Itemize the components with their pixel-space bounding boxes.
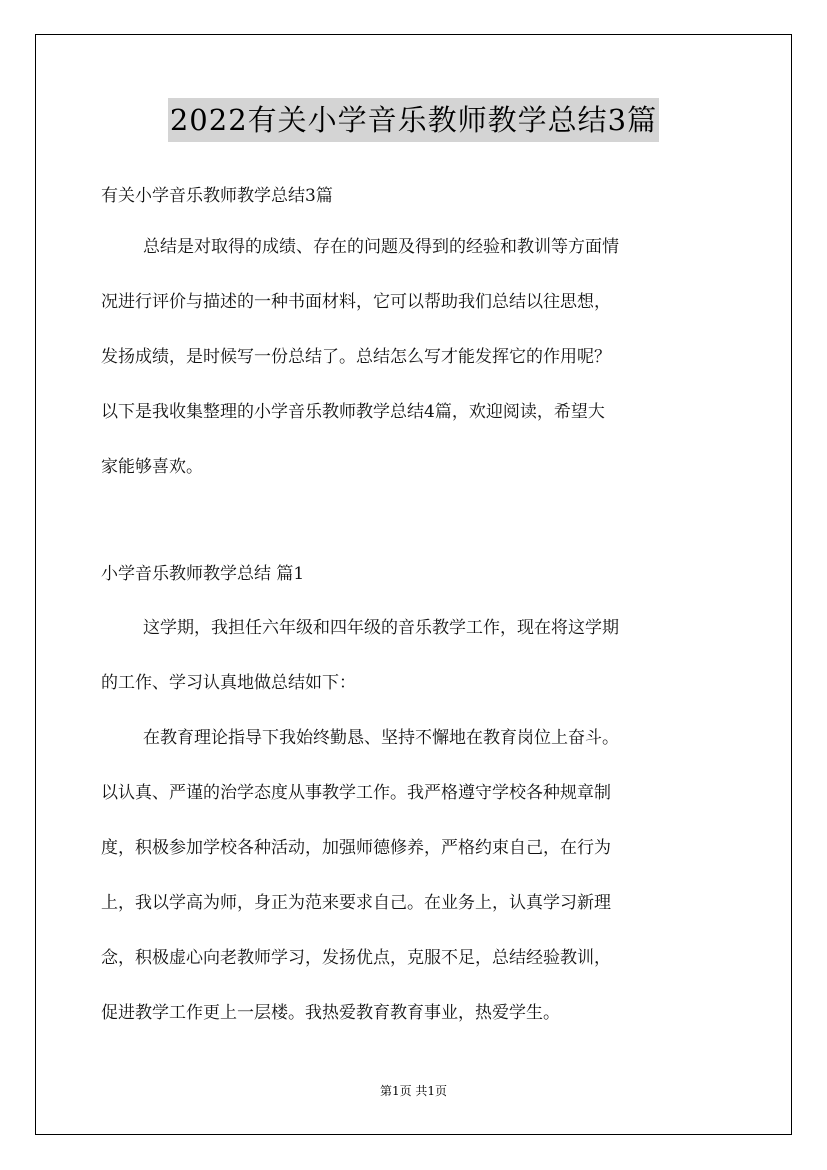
intro-line-2: 况进行评价与描述的一种书面材料，它可以帮助我们总结以往思想，: [101, 292, 611, 312]
para1-line-1: 这学期，我担任六年级和四年级的音乐教学工作，现在将这学期: [143, 618, 619, 638]
para2-line-3: 度，积极参加学校各种活动，加强师德修养，严格约束自己，在行为: [101, 838, 611, 858]
para2-line-4: 上，我以学高为师，身正为范来要求自己。在业务上，认真学习新理: [101, 893, 611, 913]
intro-line-5: 家能够喜欢。: [101, 457, 203, 477]
para2-line-5: 念，积极虚心向老教师学习，发扬优点，克服不足，总结经验教训，: [101, 948, 611, 968]
page-footer: 第1页 共1页: [379, 1084, 448, 1098]
para2-line-6: 促进教学工作更上一层楼。我热爱教育教育事业，热爱学生。: [101, 1003, 560, 1023]
intro-line-3: 发扬成绩，是时候写一份总结了。总结怎么写才能发挥它的作用呢？: [101, 347, 611, 367]
document-title: 2022有关小学音乐教师教学总结3篇: [168, 98, 659, 142]
para2-line-1: 在教育理论指导下我始终勤恳、坚持不懈地在教育岗位上奋斗。: [143, 728, 619, 748]
para1-line-2: 的工作、学习认真地做总结如下：: [101, 673, 356, 693]
intro-line-1: 总结是对取得的成绩、存在的问题及得到的经验和教训等方面情: [143, 237, 619, 257]
document-subtitle: 有关小学音乐教师教学总结3篇: [101, 186, 333, 206]
title-wrapper: [0, 98, 827, 142]
intro-line-4: 以下是我收集整理的小学音乐教师教学总结4篇，欢迎阅读，希望大: [101, 402, 605, 422]
section-heading: 小学音乐教师教学总结 篇1: [101, 564, 305, 584]
para2-line-2: 以认真、严谨的治学态度从事教学工作。我严格遵守学校各种规章制: [101, 783, 611, 803]
